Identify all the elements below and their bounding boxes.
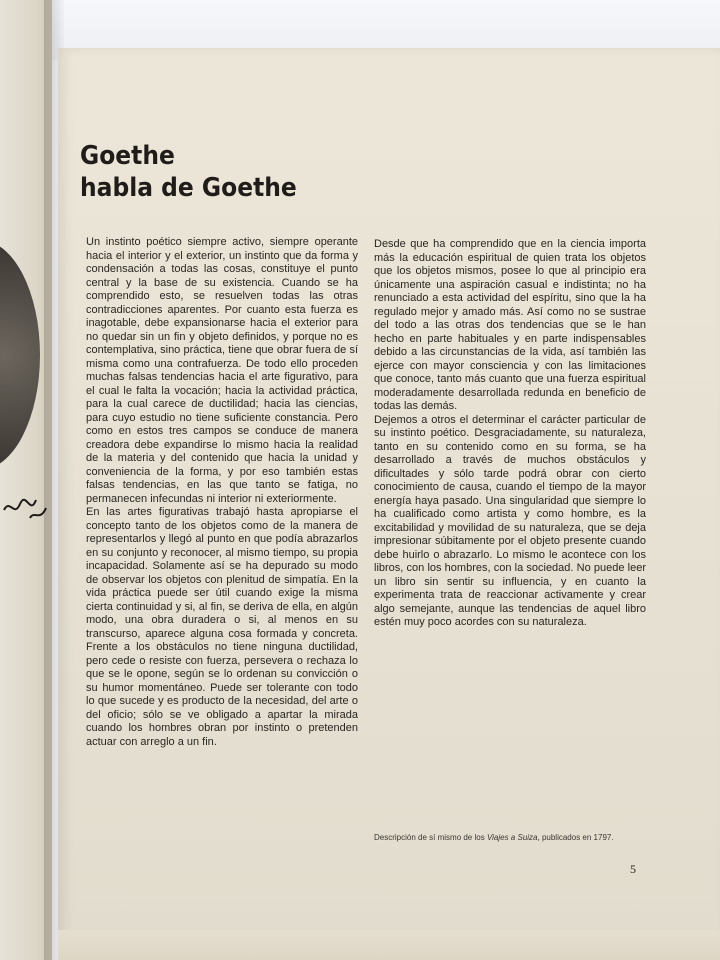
left-text-column xyxy=(86,236,358,749)
title-line-2: habla de Goethe xyxy=(80,173,297,203)
paragraph: En las artes figurativas trabajó hasta apropiarse el concepto tanto de los objetos como de la manera de representarlos y llegó al punto en que podía abrazarlos en su conjunto y reconocer, al mismo tiempo, su propia incapacidad. Solamente así se ha depurado su modo de observar los objetos con plenitud de simpatía. En la vida práctica puede ser útil cuando exige la misma cierta continuidad y si, al fin, se deriva de ella, en algún modo, una obra duradera o si, al menos en su transcurso, aparece alguna cosa formada y concreta. Frente a los obstáculos no tiene ninguna ductilidad, pero cede o resiste con fuerza, persevera o rechaza lo que se le opone, según se lo ordenan su convicción o su humor momentáneo. Puede ser tolerante con todo lo que sucede y es producto de la necesidad, del arte o del oficio; sólo se ve obligado a apartar la mirada cuando los hombres obran por instinto o pretenden actuar con arreglo a un fin. xyxy=(86,506,358,748)
page-title xyxy=(80,140,297,204)
paragraph: Desde que ha comprendido que en la ciencia importa más la educación espiritual de quien trata los objetos que los objetos mismos, posee lo que al principio era únicamente una aspiración casual e indistinta; no ha renunciado a esta actividad del espíritu, sino que la ha regulado mejor y amado más. Así como no se sustrae del todo a las otras dos tendencias que se le han hecho en parte habituales y en parte indispensables debido a las circunstancias de la vida, así también las ejerce con mayor consciencia y con las limitaciones que conoce, tanto más cuanto que una fuerza espiritual moderadamente desarrollada redunda en beneficio de todas las demás. xyxy=(374,238,646,412)
caption-text-end: , publicados en 1797. xyxy=(537,833,614,842)
paragraph: Dejemos a otros el determinar el carácter particular de su instinto poético. Desgraciadamente, su naturaleza, tanto en su contenido como en su forma, se ha desarrollado a través de muchos obstáculos y dificultades y sólo tarde podrá obrar con cierto conocimiento de causa, cuando el tiempo de la mayor energía haya pasado. Una singularidad que siempre lo ha cualificado como artista y como hombre, es la excitabilidad y movilidad de su naturaleza, que se deja impresionar súbitamente por el objeto presente cuando debe huirlo o abrazarlo. Lo mismo le acontece con los libros, con los hombres, con la sociedad. No puede leer un libro sin sentir su influencia, y en cuanto la experimenta trata de reaccionar activamente y crear algo semejante, aunque las tendencias de aquel libro estén muy poco acordes con su naturaleza. xyxy=(374,413,646,628)
caption-text: Descripción de sí mismo de los xyxy=(374,833,487,842)
page-number: 5 xyxy=(630,862,636,876)
source-caption xyxy=(374,832,636,843)
title-line-1: Goethe xyxy=(80,141,175,171)
right-text-column xyxy=(374,238,646,630)
facing-page-portrait-photo xyxy=(0,240,40,470)
page-bottom-edge xyxy=(58,930,720,960)
caption-work-title: Viajes a Suiza xyxy=(486,833,538,842)
paragraph: Un instinto poético siempre activo, siempre operante hacia el interior y el exterior, un instinto que da forma y condensación a todas las cosas, constituye el punto central y la base de su existencia. Cuando se ha comprendido esto, se resuelven todas las otras contradicciones aparentes. Por cuanto esta fuerza es inagotable, debe expansionarse hacia el exterior para no quedar sin un fin y objeto definidos, y porque no es contemplativa, sino práctica, tiene que obrar fuera de sí misma como una contrafuerza. De todo ello proceden muchas falsas tendencias hacia el arte figurativo, para el cual le falta la vocación; hacia la actividad práctica, para la cual carece de ductilidad; hacia las ciencias, para cuyo estudio no tiene suficiente constancia. Pero como en estos tres campos se conduce de manera creadora debe expandirse lo mismo hacia la realidad de la materia y del contenido que hacia la unidad y conveniencia de la forma, y por eso también estas falsas tendencias, en las que tanto se fatiga, no permanecen infecundas ni interior ni exteriormente. xyxy=(86,236,358,505)
